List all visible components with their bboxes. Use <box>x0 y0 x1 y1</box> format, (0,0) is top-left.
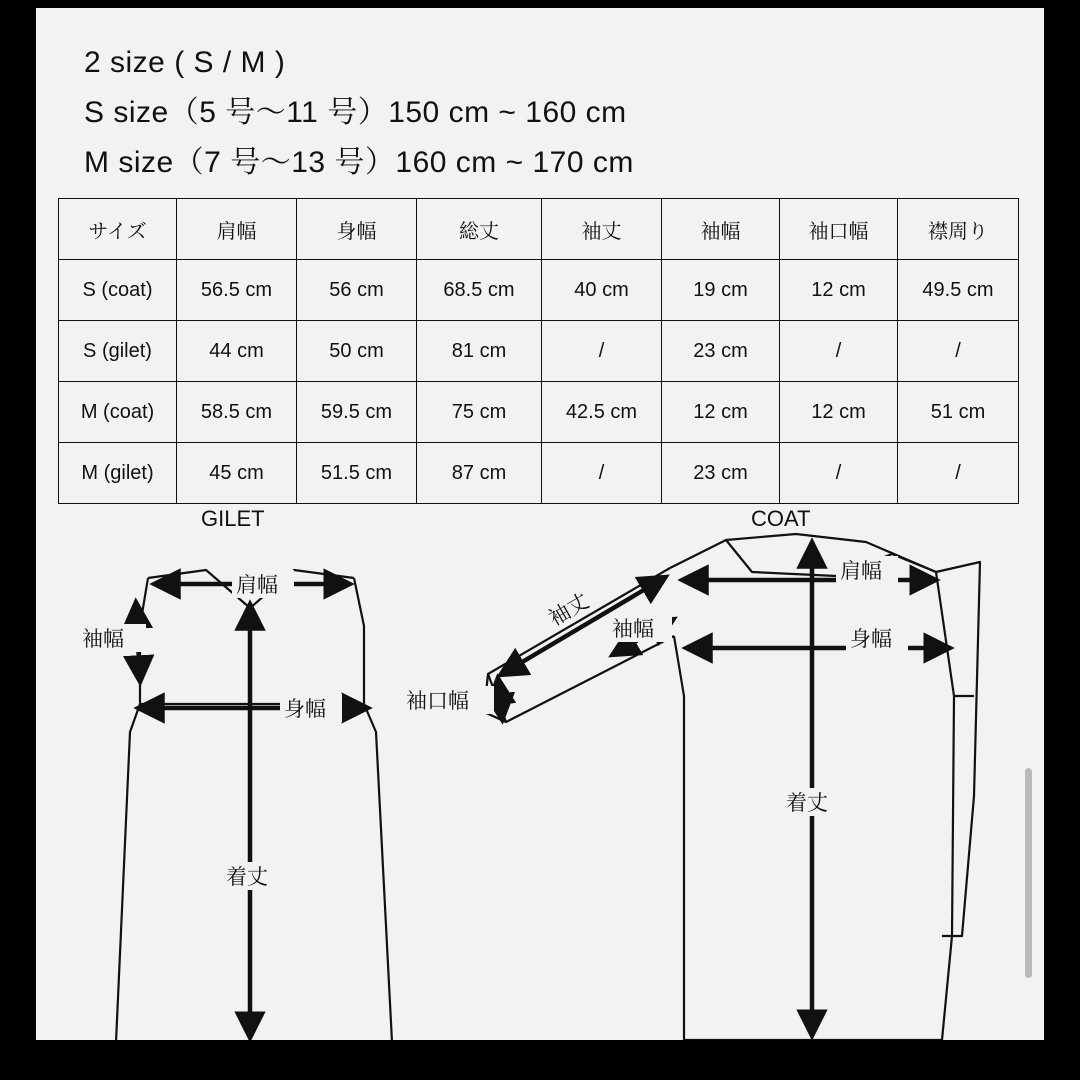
column-header-cuff-width: 袖口幅 <box>780 199 898 260</box>
table-row <box>59 443 1019 504</box>
heading-line-1: 2 size ( S / M ) <box>84 46 286 79</box>
cell-shoulder: 44 cm <box>177 321 297 382</box>
cell-cuff-width: / <box>780 443 898 504</box>
garment-measurement-diagram <box>36 496 1044 1040</box>
cell-total-length: 81 cm <box>417 321 542 382</box>
coat-length-label: 着丈 <box>786 792 828 815</box>
coat-shoulder-label: 肩幅 <box>840 560 882 583</box>
cell-collar: / <box>898 321 1019 382</box>
cell-sleeve-width: 23 cm <box>662 321 780 382</box>
heading-line-3: M size（7 号〜13 号）160 cm ~ 170 cm <box>84 146 634 179</box>
column-header-body-width: 身幅 <box>297 199 417 260</box>
cell-size: S (coat) <box>59 260 177 321</box>
heading-line-2: S size（5 号〜11 号）150 cm ~ 160 cm <box>84 96 627 129</box>
cell-sleeve-length: 42.5 cm <box>542 382 662 443</box>
cell-cuff-width: 12 cm <box>780 260 898 321</box>
column-header-collar: 襟周り <box>898 199 1019 260</box>
cell-size: S (gilet) <box>59 321 177 382</box>
cell-sleeve-width: 19 cm <box>662 260 780 321</box>
coat-caption: COAT <box>751 506 811 531</box>
column-header-sleeve-length: 袖丈 <box>542 199 662 260</box>
column-header-size: サイズ <box>59 199 177 260</box>
gilet-shoulder-label: 肩幅 <box>236 574 278 597</box>
cell-size: M (coat) <box>59 382 177 443</box>
cell-sleeve-width: 23 cm <box>662 443 780 504</box>
heading-block <box>84 38 984 188</box>
coat-sleeve-width-label: 袖幅 <box>612 618 654 641</box>
cell-sleeve-width: 12 cm <box>662 382 780 443</box>
size-table <box>58 198 1019 504</box>
cell-total-length: 75 cm <box>417 382 542 443</box>
cell-sleeve-length: / <box>542 443 662 504</box>
cell-shoulder: 58.5 cm <box>177 382 297 443</box>
table-row <box>59 382 1019 443</box>
table-row <box>59 321 1019 382</box>
cell-total-length: 87 cm <box>417 443 542 504</box>
gilet-arrows <box>136 584 366 1036</box>
cell-collar: / <box>898 443 1019 504</box>
cell-collar: 51 cm <box>898 382 1019 443</box>
cell-cuff-width: 12 cm <box>780 382 898 443</box>
column-header-total-length: 総丈 <box>417 199 542 260</box>
gilet-sleeve-width-label: 袖幅 <box>82 628 124 651</box>
coat-labels <box>404 556 908 816</box>
cell-body-width: 56 cm <box>297 260 417 321</box>
cell-shoulder: 56.5 cm <box>177 260 297 321</box>
table-header-row <box>59 199 1019 260</box>
gilet-caption: GILET <box>201 506 265 531</box>
cell-body-width: 50 cm <box>297 321 417 382</box>
table-row <box>59 260 1019 321</box>
size-chart-image <box>36 8 1044 1040</box>
cell-shoulder: 45 cm <box>177 443 297 504</box>
coat-body-width-label: 身幅 <box>850 628 892 651</box>
cell-cuff-width: / <box>780 321 898 382</box>
cell-body-width: 51.5 cm <box>297 443 417 504</box>
gilet-length-label: 着丈 <box>226 866 268 889</box>
coat-sleeve-length-label: 袖丈 <box>545 589 593 631</box>
gilet-outline <box>116 570 392 1040</box>
gilet-body-width-label: 身幅 <box>284 698 326 721</box>
gilet-labels <box>80 570 342 890</box>
coat-cuff-width-label: 袖口幅 <box>406 690 469 713</box>
cell-size: M (gilet) <box>59 443 177 504</box>
column-header-shoulder: 肩幅 <box>177 199 297 260</box>
cell-sleeve-length: 40 cm <box>542 260 662 321</box>
scrollbar-thumb[interactable] <box>1025 768 1032 978</box>
cell-sleeve-length: / <box>542 321 662 382</box>
cell-body-width: 59.5 cm <box>297 382 417 443</box>
cell-collar: 49.5 cm <box>898 260 1019 321</box>
cell-total-length: 68.5 cm <box>417 260 542 321</box>
column-header-sleeve-width: 袖幅 <box>662 199 780 260</box>
